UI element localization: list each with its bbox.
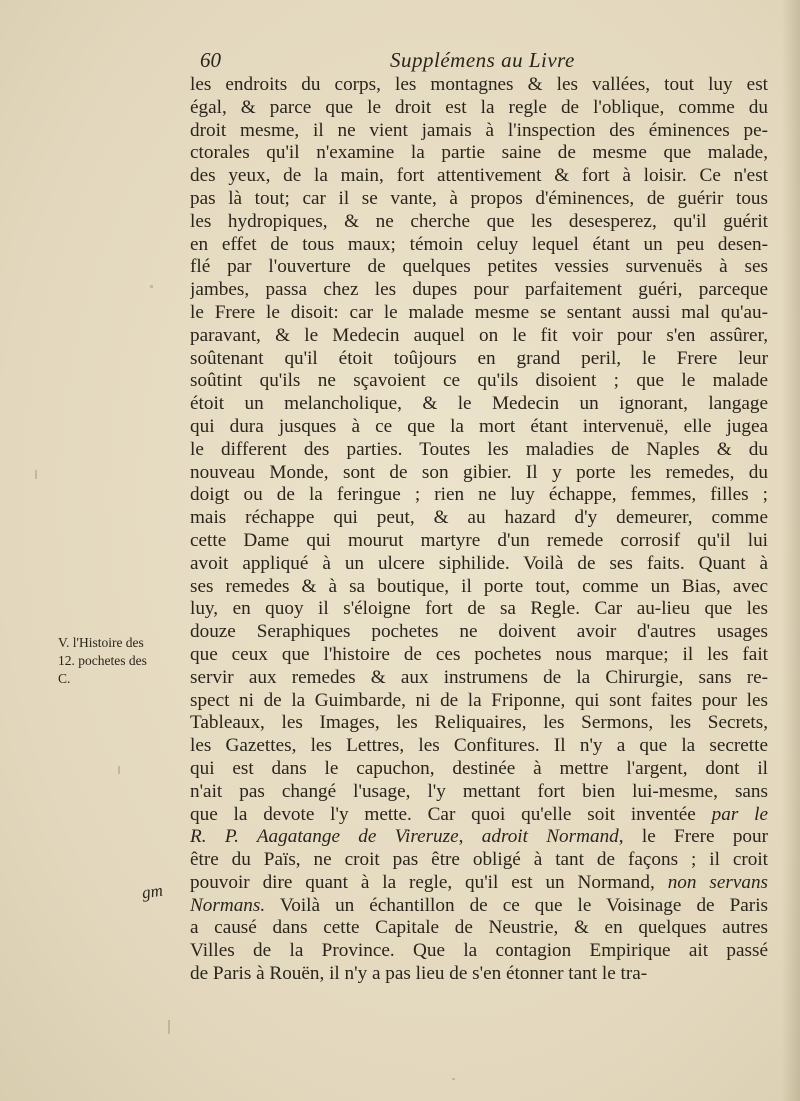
running-title: Supplémens au Livre <box>390 48 575 72</box>
text-line: nouveau Monde, sont de son gibier. Il y porte les remedes, du <box>190 461 768 483</box>
text-line: que ceux que l'histoire de ces pochetes nous marque; il les fait <box>190 643 768 665</box>
margin-note-line: V. l'Histoire des <box>58 635 144 650</box>
text-line: ses remedes & à sa boutique, il porte tout, comme un Bias, avec <box>190 575 768 597</box>
italic-text: non servans <box>667 871 768 893</box>
text-line: être du Païs, ne croit pas être obligé à tant de façons ; il croit <box>190 849 768 871</box>
text-line: pouvoir dire quant à la regle, qu'il est un Normand, non servans <box>190 871 768 893</box>
italic-text: par le <box>711 803 768 825</box>
text-line: servir aux remedes & aux instrumens de la Chirurgie, sans re- <box>190 666 768 688</box>
text-line: les endroits du corps, les montagnes & les vallées, tout luy est <box>190 74 768 95</box>
text-line: en effet de tous maux; témoin celuy lequel étant un peu desen- <box>190 233 768 255</box>
margin-note-line: C. <box>58 671 71 686</box>
page-edge-shadow <box>782 0 800 1101</box>
text-line: paravant, & le Medecin auquel on le fit voir pour s'en assûrer, <box>190 324 768 346</box>
margin-note-line: 12. pochetes des <box>58 653 147 668</box>
text-line: R. P. Aagatange de Vireruze, adroit Normand, le Frere pour <box>190 826 768 848</box>
text-line: ctorales qu'il n'examine la partie saine de mesme que malade, <box>190 142 768 164</box>
text-line: soûtint qu'ils ne sçavoient ce qu'ils disoient ; que le malade <box>190 370 768 392</box>
text-line: des yeux, de la main, fort attentivement & fort à loisir. Ce n'est <box>190 165 768 187</box>
italic-text: Normans. <box>190 894 266 916</box>
text-line: douze Seraphiques pochetes ne doivent avoir d'autres usages <box>190 621 768 643</box>
text-line: mais réchappe qui peut, & au hazard d'y demeurer, comme <box>190 507 768 529</box>
text-line: cette Dame qui mourut martyre d'un remede corrosif qu'il lui <box>190 529 768 551</box>
margin-note <box>58 634 183 688</box>
italic-text: adroit Normand <box>481 826 619 848</box>
text-line: qui dura jusques à ce que la mort étant intervenuë, elle jugea <box>190 415 768 437</box>
text-line: pas là tout; car il se vante, à propos d'éminences, de guérir tous <box>190 187 768 209</box>
italic-text: R. P. Aagatange de Vireruze <box>190 826 459 848</box>
text-line: spect ni de la Guimbarde, ni de la Friponne, qui sont faites pour les <box>190 689 768 711</box>
text-line: luy, en quoy il s'éloigne fort de sa Regle. Car au-lieu que les <box>190 598 768 620</box>
text-line: qui est dans le capuchon, destinée à mettre l'argent, dont il <box>190 757 768 779</box>
text-line: soûtenant qu'il étoit toûjours en grand peril, le Frere leur <box>190 347 768 369</box>
text-line: les Gazettes, les Lettres, les Confitures. Il n'y a que la secrette <box>190 735 768 757</box>
text-line: jambes, passa chez les dupes pour parfaitement guéri, parceque <box>190 279 768 301</box>
text-line: n'ait pas changé l'usage, l'y mettant fort bien lui-mesme, sans <box>190 780 768 802</box>
page-number: 60 <box>200 48 221 72</box>
text-line: Villes de la Province. Que la contagion Empirique ait passé <box>190 940 768 962</box>
text-line: a causé dans cette Capitale de Neustrie, & en quelques autres <box>190 917 768 939</box>
text-line: que la devote l'y mette. Car quoi qu'elle soit inventée par le <box>190 803 768 825</box>
text-line: Tableaux, les Images, les Reliquaires, les Sermons, les Secrets, <box>190 712 768 734</box>
text-line: Normans. Voilà un échantillon de ce que le Voisinage de Paris <box>190 894 768 916</box>
body-text <box>190 74 768 986</box>
text-line: le different des parties. Toutes les maladies de Naples & du <box>190 438 768 460</box>
text-line: étoit un melancholique, & le Medecin un ignorant, langage <box>190 393 768 415</box>
text-line: le Frere le disoit: car le malade mesme se sentant aussi mal qu'au- <box>190 301 768 323</box>
text-line: les hydropiques, & ne cherche que les desesperez, qu'il guérit <box>190 210 768 232</box>
text-line: droit mesme, il ne vient jamais à l'inspection des éminences pe- <box>190 119 768 141</box>
text-line: égal, & parce que le droit est la regle de l'oblique, comme du <box>190 96 768 118</box>
text-line: de Paris à Rouën, il n'y a pas lieu de s'en étonner tant le tra- <box>190 963 648 985</box>
marginal-mark: gm <box>140 880 164 903</box>
text-line: avoit appliqué à un ulcere siphilide. Voilà de ses faits. Quant à <box>190 552 768 574</box>
text-line: flé par l'ouverture de quelques petites vessies survenuës à ses <box>190 256 768 278</box>
text-line: doigt ou de la feringue ; rien ne luy échappe, femmes, filles ; <box>190 484 768 506</box>
